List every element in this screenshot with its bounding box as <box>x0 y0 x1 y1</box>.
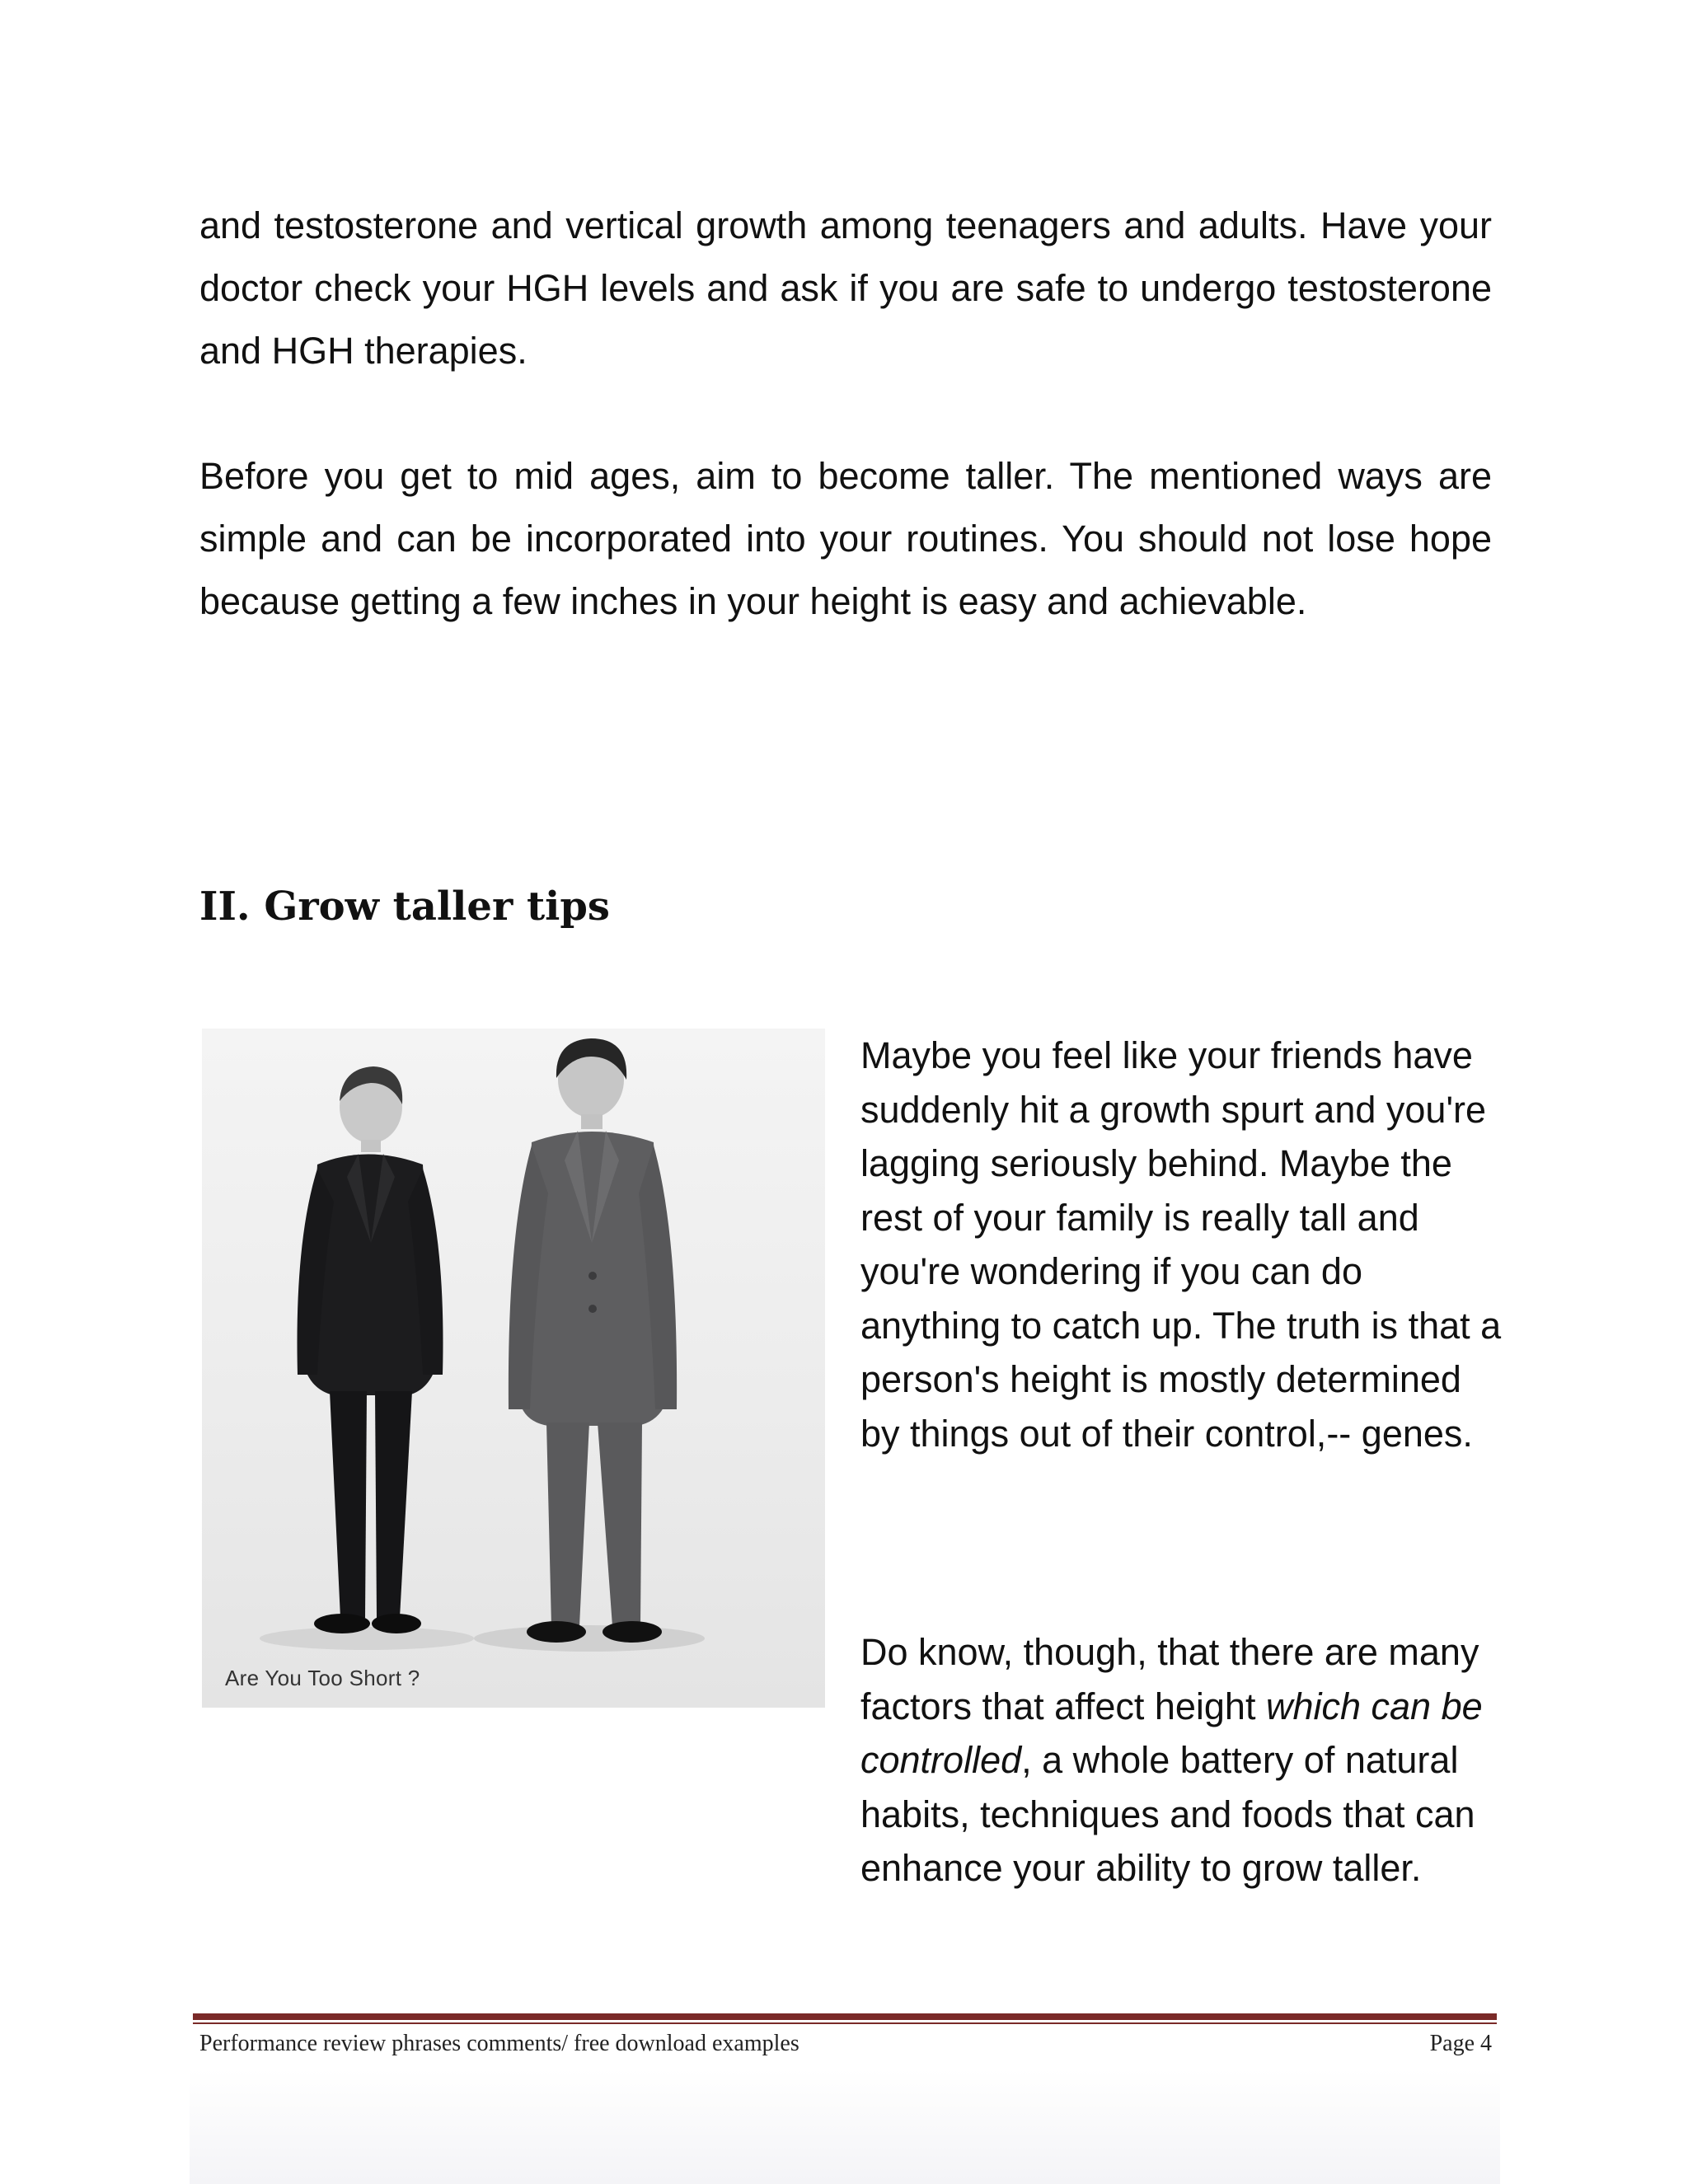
side-paragraph-2-italic: which can be controlled <box>860 1685 1483 1781</box>
two-men-photo <box>202 1029 825 1708</box>
photo-caption: Are You Too Short ? <box>225 1666 420 1690</box>
body-paragraph-1: and testosterone and vertical growth among teenagers and adults. Have your doctor check your HGH levels and ask if you are safe to undergo testosterone and HGH therapies. <box>199 204 1492 372</box>
page-number: Page 4 <box>1429 2031 1492 2056</box>
side-paragraph-1: Maybe you feel like your friends have suddenly hit a growth spurt and you're lagging seriously behind. Maybe the rest of your family is really tall and you're wondering if you can do anything to catch up. The truth is that a person's height is mostly determined by things out of their control,-- genes. <box>860 1034 1502 1455</box>
taller-man-figure <box>509 1038 677 1643</box>
floor-shadow-right <box>474 1625 705 1652</box>
section-heading: II. Grow taller tips <box>199 883 610 930</box>
side-paragraph-2 <box>860 1625 1503 1896</box>
side-paragraph-2-end: , a whole battery of natural habits, techniques and foods that can enhance your ability to grow taller. <box>860 1739 1475 1889</box>
page-bottom-shade <box>190 2069 1500 2184</box>
shorter-man-figure <box>298 1066 443 1633</box>
footer-rule <box>193 2013 1497 2020</box>
side-paragraph-2-start: Do know, though, that there are many factors that affect height <box>860 1631 1479 1727</box>
footer-title: Performance review phrases comments/ free download examples <box>199 2031 799 2056</box>
footer-rule-thin <box>193 2022 1497 2024</box>
photo-illustration <box>202 1029 825 1708</box>
body-paragraph-2: Before you get to mid ages, aim to become taller. The mentioned ways are simple and can be incorporated into your routines. You should not lose hope because getting a few inches in your height is easy and achievable. <box>199 455 1492 622</box>
floor-shadow-left <box>260 1627 474 1650</box>
